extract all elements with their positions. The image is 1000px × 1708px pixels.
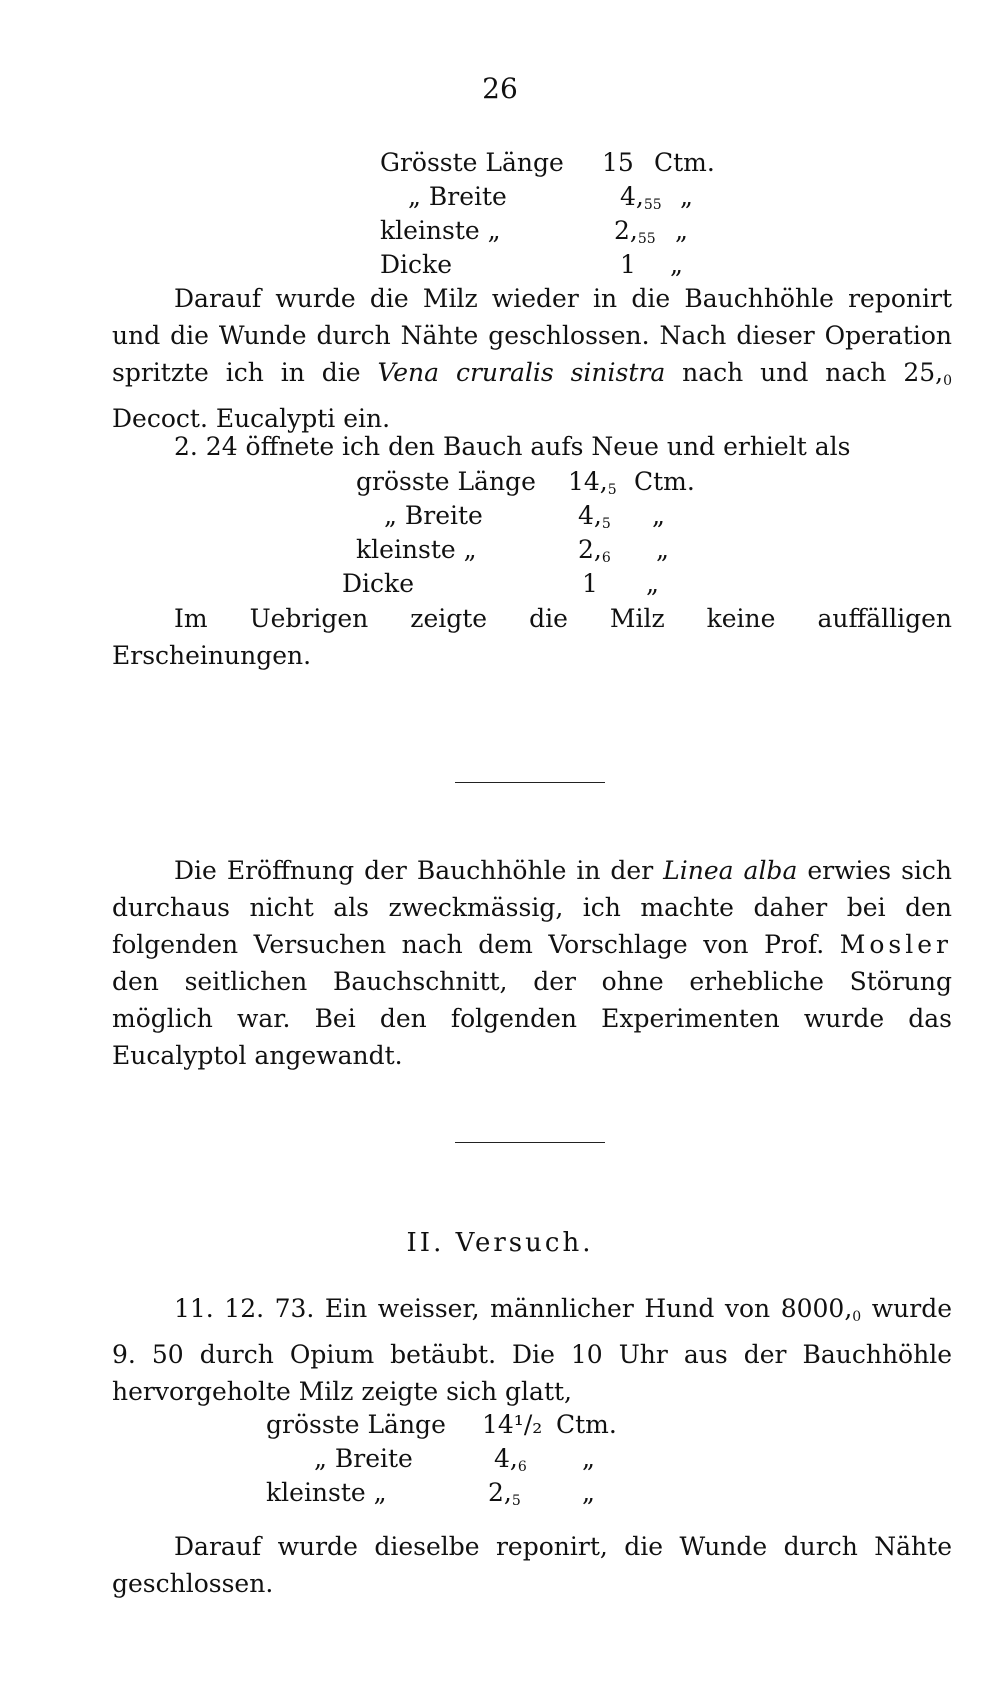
- measurement-table-1: [380, 146, 740, 282]
- measurement-value: 14¹/₂: [482, 1410, 543, 1439]
- paragraph-4: [112, 852, 952, 1074]
- measurement-label: „ Breite: [408, 182, 507, 211]
- page-number: 26: [482, 72, 518, 105]
- measurement-unit: „: [656, 535, 669, 564]
- measurement-value-sub: 6: [517, 1459, 527, 1475]
- paragraph-3: [112, 600, 952, 674]
- measurement-label: „ Breite: [384, 501, 483, 530]
- paragraph-text: 11. 12. 73. Ein weisser, männlicher Hund von 8000,: [174, 1294, 853, 1323]
- measurement-value-sub: 6: [601, 550, 611, 566]
- section-divider: [455, 782, 605, 783]
- measurement-row: [356, 465, 716, 499]
- measurement-unit: „: [675, 216, 688, 245]
- paragraph-text: den seitlichen Bauchschnitt, der ohne erhebliche Störung möglich war. Bei den folgenden Experimenten wurde das Eucalyptol angewandt.: [112, 967, 952, 1070]
- measurement-row: [266, 1442, 626, 1476]
- section-divider: [455, 1142, 605, 1143]
- measurement-value-sub: 5: [511, 1493, 521, 1509]
- paragraph-text: Im Uebrigen zeigte die Milz keine auffälligen Erscheinungen.: [112, 604, 952, 670]
- measurement-value: 1: [620, 250, 636, 279]
- measurement-label: kleinste „: [380, 216, 501, 245]
- measurement-row: [380, 146, 740, 180]
- section-heading: II. Versuch.: [406, 1228, 594, 1258]
- measurement-value-main: 2,: [614, 216, 638, 245]
- measurement-label: Dicke: [342, 569, 414, 598]
- paragraph-text: Decoct. Eucalypti ein.: [112, 404, 391, 433]
- paragraph-text: 2. 24 öffnete ich den Bauch aufs Neue und erhielt als: [174, 432, 851, 461]
- measurement-row: [380, 214, 740, 248]
- measurement-value-main: 2,: [488, 1478, 512, 1507]
- measurement-unit: „: [652, 501, 665, 530]
- measurement-label: Grösste Länge: [380, 148, 564, 177]
- measurement-table-2: [342, 465, 716, 601]
- measurement-label: kleinste „: [266, 1478, 387, 1507]
- measurement-row: [380, 248, 740, 282]
- subscript-digit: 0: [852, 1309, 862, 1325]
- italic-term: Vena cruralis sinistra: [377, 358, 666, 387]
- measurement-value-sub: 55: [643, 197, 662, 213]
- paragraph-text: Die Eröffnung der Bauchhöhle in der: [174, 856, 664, 885]
- measurement-value-main: 2,: [578, 535, 602, 564]
- measurement-value-main: 4,: [620, 182, 644, 211]
- measurement-row: [342, 567, 716, 601]
- measurement-table-3: [266, 1408, 626, 1510]
- measurement-value-main: 4,: [494, 1444, 518, 1473]
- measurement-label: kleinste „: [356, 535, 477, 564]
- spaced-name: Mosler: [839, 930, 952, 959]
- measurement-value-main: 4,: [578, 501, 602, 530]
- measurement-value: [488, 1476, 521, 1518]
- measurement-unit: „: [670, 250, 683, 279]
- paragraph-text: Darauf wurde die Milz wieder in die Bauchhöhle reponirt und die Wunde durch Nähte geschlossen. Nach dieser Operation spritzte ich in die: [112, 284, 952, 387]
- paragraph-1: [112, 280, 952, 437]
- measurement-unit: „: [582, 1444, 595, 1473]
- measurement-value: 15: [602, 148, 634, 177]
- measurement-row: [380, 180, 740, 214]
- italic-term: Linea alba: [663, 856, 798, 885]
- measurement-value-sub: 5: [601, 516, 611, 532]
- paragraph-6: [112, 1528, 952, 1602]
- measurement-unit: Ctm.: [634, 467, 695, 496]
- measurement-row: [266, 1476, 626, 1510]
- measurement-value-main: 14,: [568, 467, 608, 496]
- subscript-digit: 0: [943, 373, 952, 389]
- paragraph-text: nach und nach 25,: [665, 358, 944, 387]
- measurement-row: [356, 499, 716, 533]
- measurement-label: grösste Länge: [356, 467, 536, 496]
- measurement-label: Dicke: [380, 250, 452, 279]
- paragraph-text: wurde 9. 50 durch Opium betäubt. Die 10 Uhr aus der Bauchhöhle hervorgeholte Milz zeigte sich glatt,: [112, 1294, 952, 1406]
- paragraph-text: erwies sich durchaus nicht als zweckmässig, ich machte daher bei den folgenden Versuchen nach dem Vorschlage von Prof.: [112, 856, 952, 959]
- measurement-row: [356, 533, 716, 567]
- paragraph-5: [112, 1290, 952, 1410]
- measurement-label: „ Breite: [314, 1444, 413, 1473]
- measurement-value: 1: [582, 569, 598, 598]
- measurement-unit: Ctm.: [654, 148, 715, 177]
- measurement-unit: Ctm.: [556, 1410, 617, 1439]
- measurement-unit: „: [646, 569, 659, 598]
- measurement-unit: „: [680, 182, 693, 211]
- paragraph-text: Darauf wurde dieselbe reponirt, die Wunde durch Nähte geschlossen.: [112, 1532, 952, 1598]
- measurement-value-sub: 55: [637, 231, 656, 247]
- measurement-row: [266, 1408, 626, 1442]
- measurement-unit: „: [582, 1478, 595, 1507]
- paragraph-2: [112, 428, 952, 465]
- measurement-value-sub: 5: [607, 482, 617, 498]
- measurement-label: grösste Länge: [266, 1410, 446, 1439]
